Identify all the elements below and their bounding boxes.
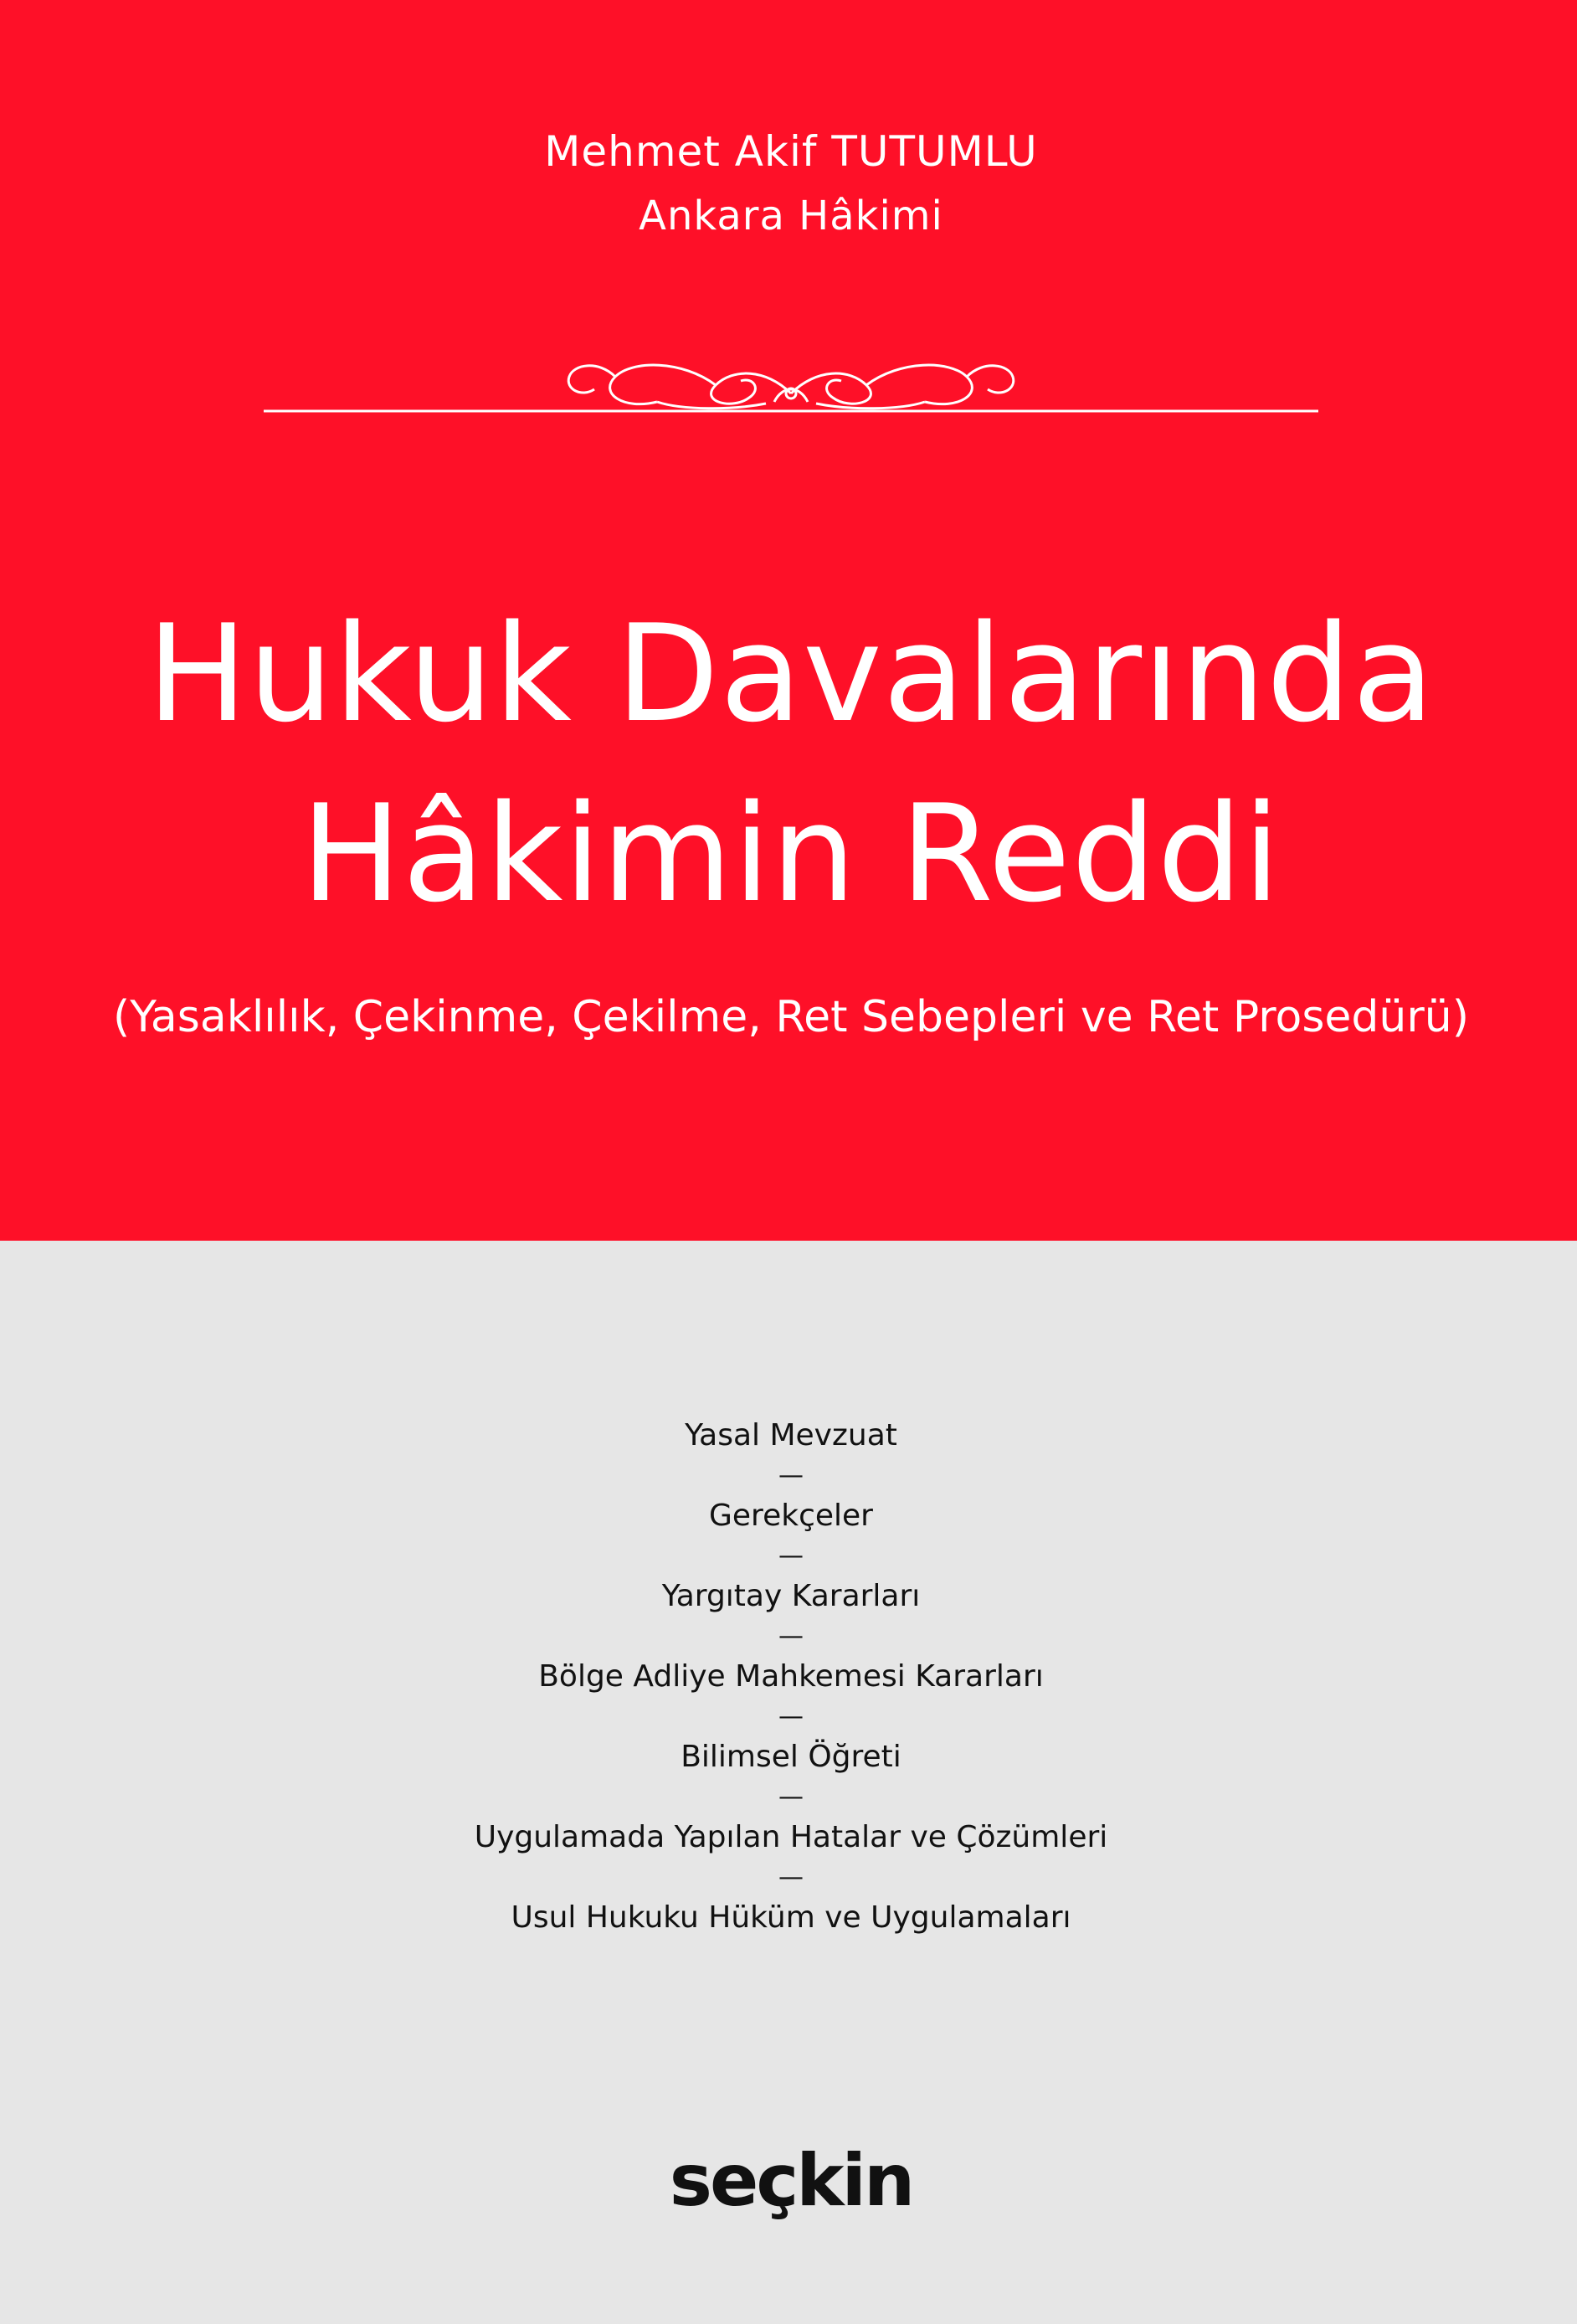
feature-separator: — bbox=[778, 1782, 804, 1812]
feature-separator: — bbox=[778, 1702, 804, 1731]
ornament-divider-icon bbox=[264, 352, 1318, 419]
feature-item: Yasal Mevzuat bbox=[685, 1418, 897, 1452]
feature-separator: — bbox=[778, 1622, 804, 1651]
right-edge-strip bbox=[1577, 0, 1582, 2324]
feature-item: Uygulamada Yapılan Hatalar ve Çözümleri bbox=[474, 1820, 1108, 1854]
feature-item: Yargıtay Kararları bbox=[661, 1579, 921, 1613]
feature-separator: — bbox=[778, 1461, 804, 1490]
feature-item: Gerekçeler bbox=[709, 1499, 873, 1533]
publisher-logo: seçkin bbox=[669, 2139, 913, 2223]
feature-item: Bilimsel Öğreti bbox=[681, 1740, 901, 1774]
book-title-line-1: Hukuk Davalarında bbox=[146, 595, 1436, 752]
author-name: Mehmet Akif TUTUMLU bbox=[544, 127, 1038, 176]
book-title-line-2: Hâkimin Reddi bbox=[300, 775, 1282, 932]
feature-separator: — bbox=[778, 1541, 804, 1571]
feature-item: Usul Hukuku Hüküm ve Uygulamaları bbox=[511, 1900, 1071, 1935]
feature-item: Bölge Adliye Mahkemesi Kararları bbox=[538, 1659, 1044, 1694]
feature-list bbox=[0, 1415, 1582, 1939]
feature-separator: — bbox=[778, 1863, 804, 1892]
book-subtitle: (Yasaklılık, Çekinme, Çekilme, Ret Sebepleri ve Ret Prosedürü) bbox=[113, 992, 1469, 1042]
author-role: Ankara Hâkimi bbox=[639, 193, 943, 239]
